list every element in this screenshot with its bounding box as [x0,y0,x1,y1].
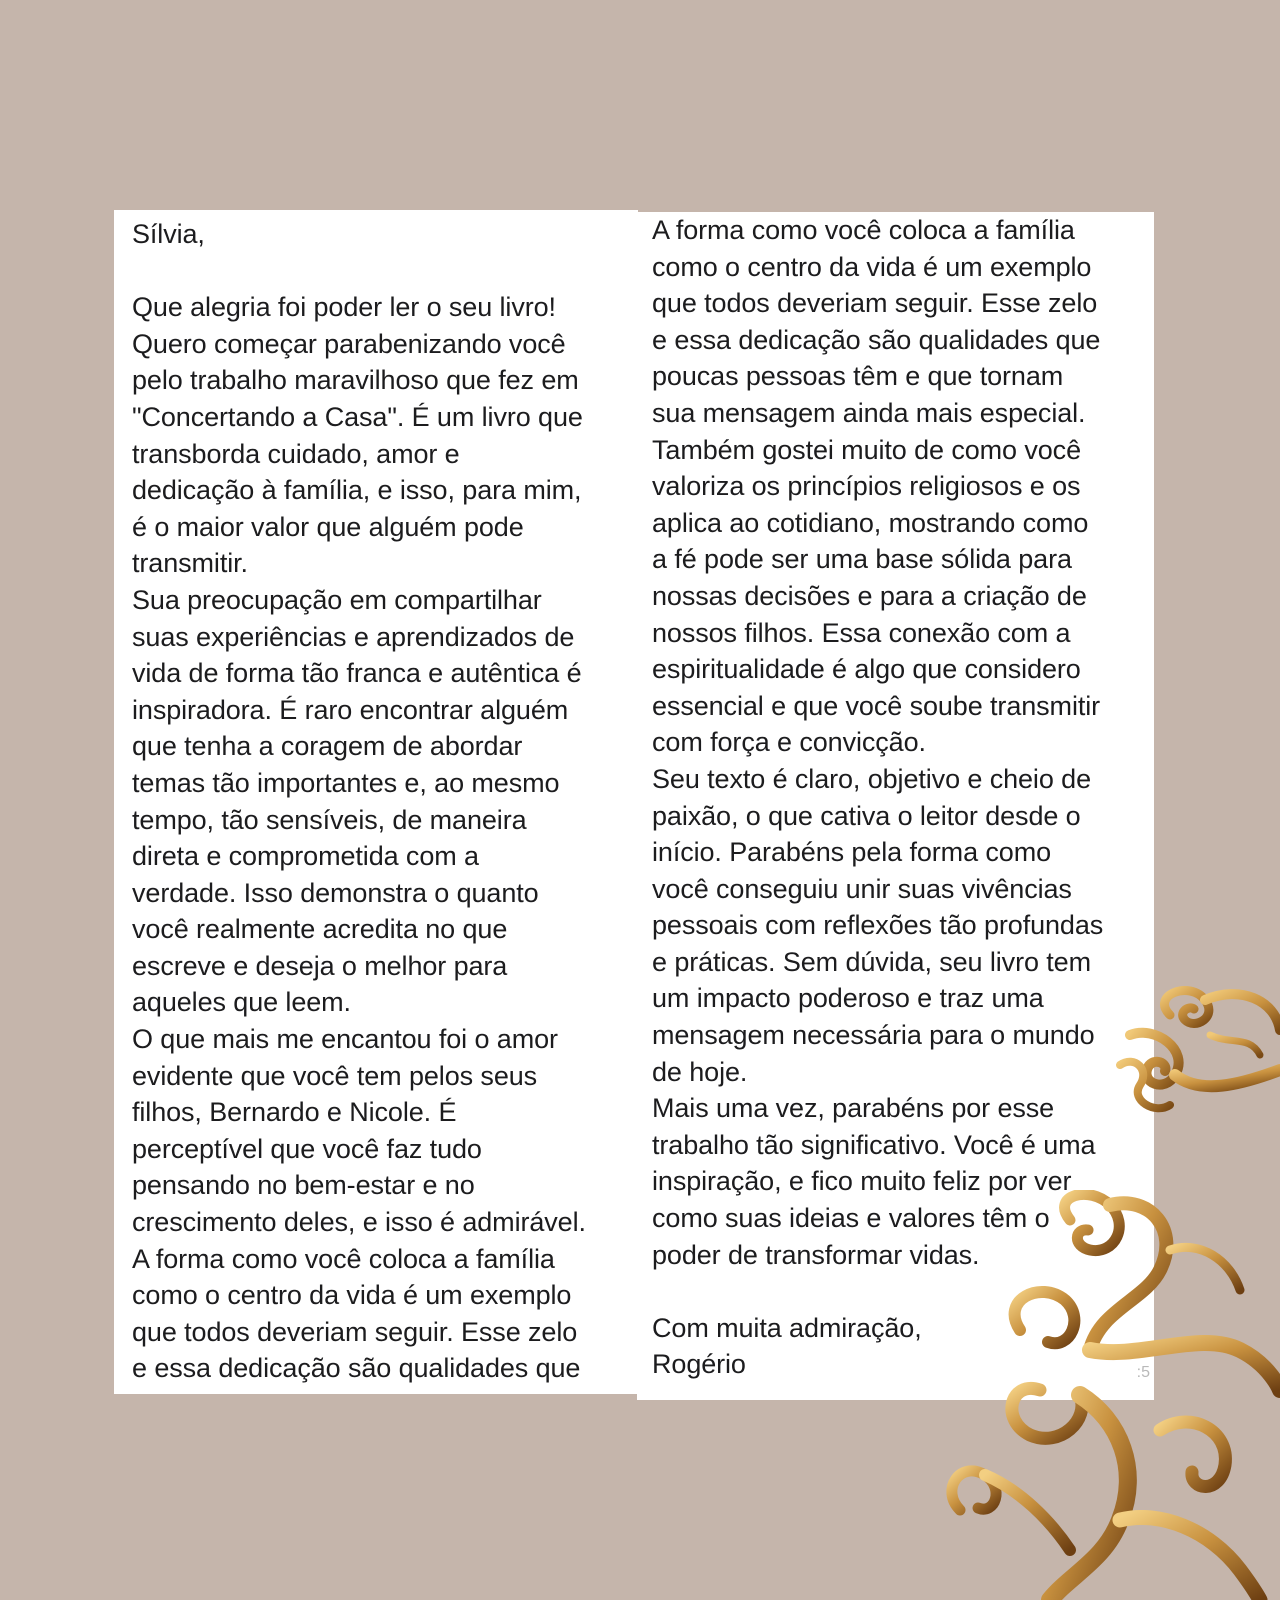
letter-line: nossas decisões e para a criação de [652,580,1087,611]
letter-line: filhos, Bernardo e Nicole. É [132,1097,457,1128]
letter-line: paixão, o que cativa o leitor desde o [652,800,1081,831]
letter-line: de hoje. [652,1056,748,1087]
letter-line: Sílvia, [132,219,205,249]
letter-line: como o centro da vida é um exemplo [652,251,1092,282]
letter-line: Mais uma vez, parabéns por esse [652,1093,1055,1124]
letter-line: perceptível que você faz tudo [132,1133,482,1164]
letter-line: O que mais me encantou foi o amor [132,1024,558,1055]
letter-line: sua mensagem ainda mais especial. [652,397,1086,428]
right-column-text [652,212,1154,1383]
blank-line [132,253,638,290]
letter-line: Que alegria foi poder ler o seu livro! [132,292,556,323]
letter-line: com força e convicção. [652,727,926,758]
letter-screenshot-left [114,210,638,1394]
letter-line: Rogério [652,1349,746,1380]
letter-line: direta e comprometida com a [132,841,479,872]
letter-line: Também gostei muito de como você [652,434,1081,465]
left-column-text [132,216,638,1387]
letter-line: a fé pode ser uma base sólida para [652,544,1072,575]
letter-line: poucas pessoas têm e que tornam [652,361,1064,392]
letter-line: espiritualidade é algo que considero [652,654,1081,685]
letter-line: suas experiências e aprendizados de [132,621,575,652]
letter-line: tempo, tão sensíveis, de maneira [132,804,527,835]
letter-line: você realmente acredita no que [132,914,508,945]
letter-line: início. Parabéns pela forma como [652,837,1052,868]
message-timestamp: :5 [1136,1364,1150,1381]
letter-line: Seu texto é claro, objetivo e cheio de [652,763,1091,794]
letter-line: como suas ideias e valores têm o [652,1203,1050,1234]
letter-line: como o centro da vida é um exemplo [132,1280,572,1311]
letter-line: inspiradora. É raro encontrar alguém [132,694,569,725]
letter-line: "Concertando a Casa". É um livro que [132,401,583,432]
letter-line: evidente que você tem pelos seus [132,1060,538,1091]
letter-line: aplica ao cotidiano, mostrando como [652,507,1089,538]
letter-line: que todos deveriam seguir. Esse zelo [652,288,1098,319]
letter-line: Quero começar parabenizando você [132,328,566,359]
letter-line: um impacto poderoso e traz uma [652,983,1044,1014]
letter-line: crescimento deles, e isso é admirável. [132,1207,586,1238]
letter-line: e essa dedicação são qualidades que [652,324,1101,355]
letter-line: pessoais com reflexões tão profundas [652,910,1104,941]
letter-line: vida de forma tão franca e autêntica é [132,658,582,689]
letter-line: você conseguiu unir suas vivências [652,873,1072,904]
letter-line: temas tão importantes e, ao mesmo [132,767,560,798]
letter-line: trabalho tão significativo. Você é uma [652,1129,1096,1160]
letter-line: A forma como você coloca a família [652,215,1075,245]
letter-line: escreve e deseja o melhor para [132,950,508,981]
letter-line: A forma como você coloca a família [132,1243,555,1274]
letter-line: Sua preocupação em compartilhar [132,584,542,615]
letter-line: pensando no bem-estar e no [132,1170,475,1201]
letter-line: poder de transformar vidas. [652,1239,980,1270]
letter-line: inspiração, e fico muito feliz por ver [652,1166,1072,1197]
letter-line: essencial e que você soube transmitir [652,690,1101,721]
letter-screenshot-right [637,212,1154,1400]
letter-line: transmitir. [132,548,248,579]
letter-line: verdade. Isso demonstra o quanto [132,877,539,908]
letter-line: que tenha a coragem de abordar [132,731,523,762]
letter-line: dedicação à família, e isso, para mim, [132,475,582,506]
letter-line: transborda cuidado, amor e [132,438,460,469]
letter-line: é o maior valor que alguém pode [132,511,524,542]
letter-line: que todos deveriam seguir. Esse zelo [132,1316,578,1347]
blank-line [652,1273,1154,1310]
letter-line: valoriza os princípios religiosos e os [652,471,1081,502]
letter-line: e práticas. Sem dúvida, seu livro tem [652,946,1091,977]
letter-line: pelo trabalho maravilhoso que fez em [132,365,579,396]
letter-line: aqueles que leem. [132,987,351,1018]
letter-line: mensagem necessária para o mundo [652,1020,1095,1051]
letter-line: Com muita admiração, [652,1312,922,1343]
letter-line: e essa dedicação são qualidades que [132,1353,581,1384]
letter-line: nossos filhos. Essa conexão com a [652,617,1071,648]
